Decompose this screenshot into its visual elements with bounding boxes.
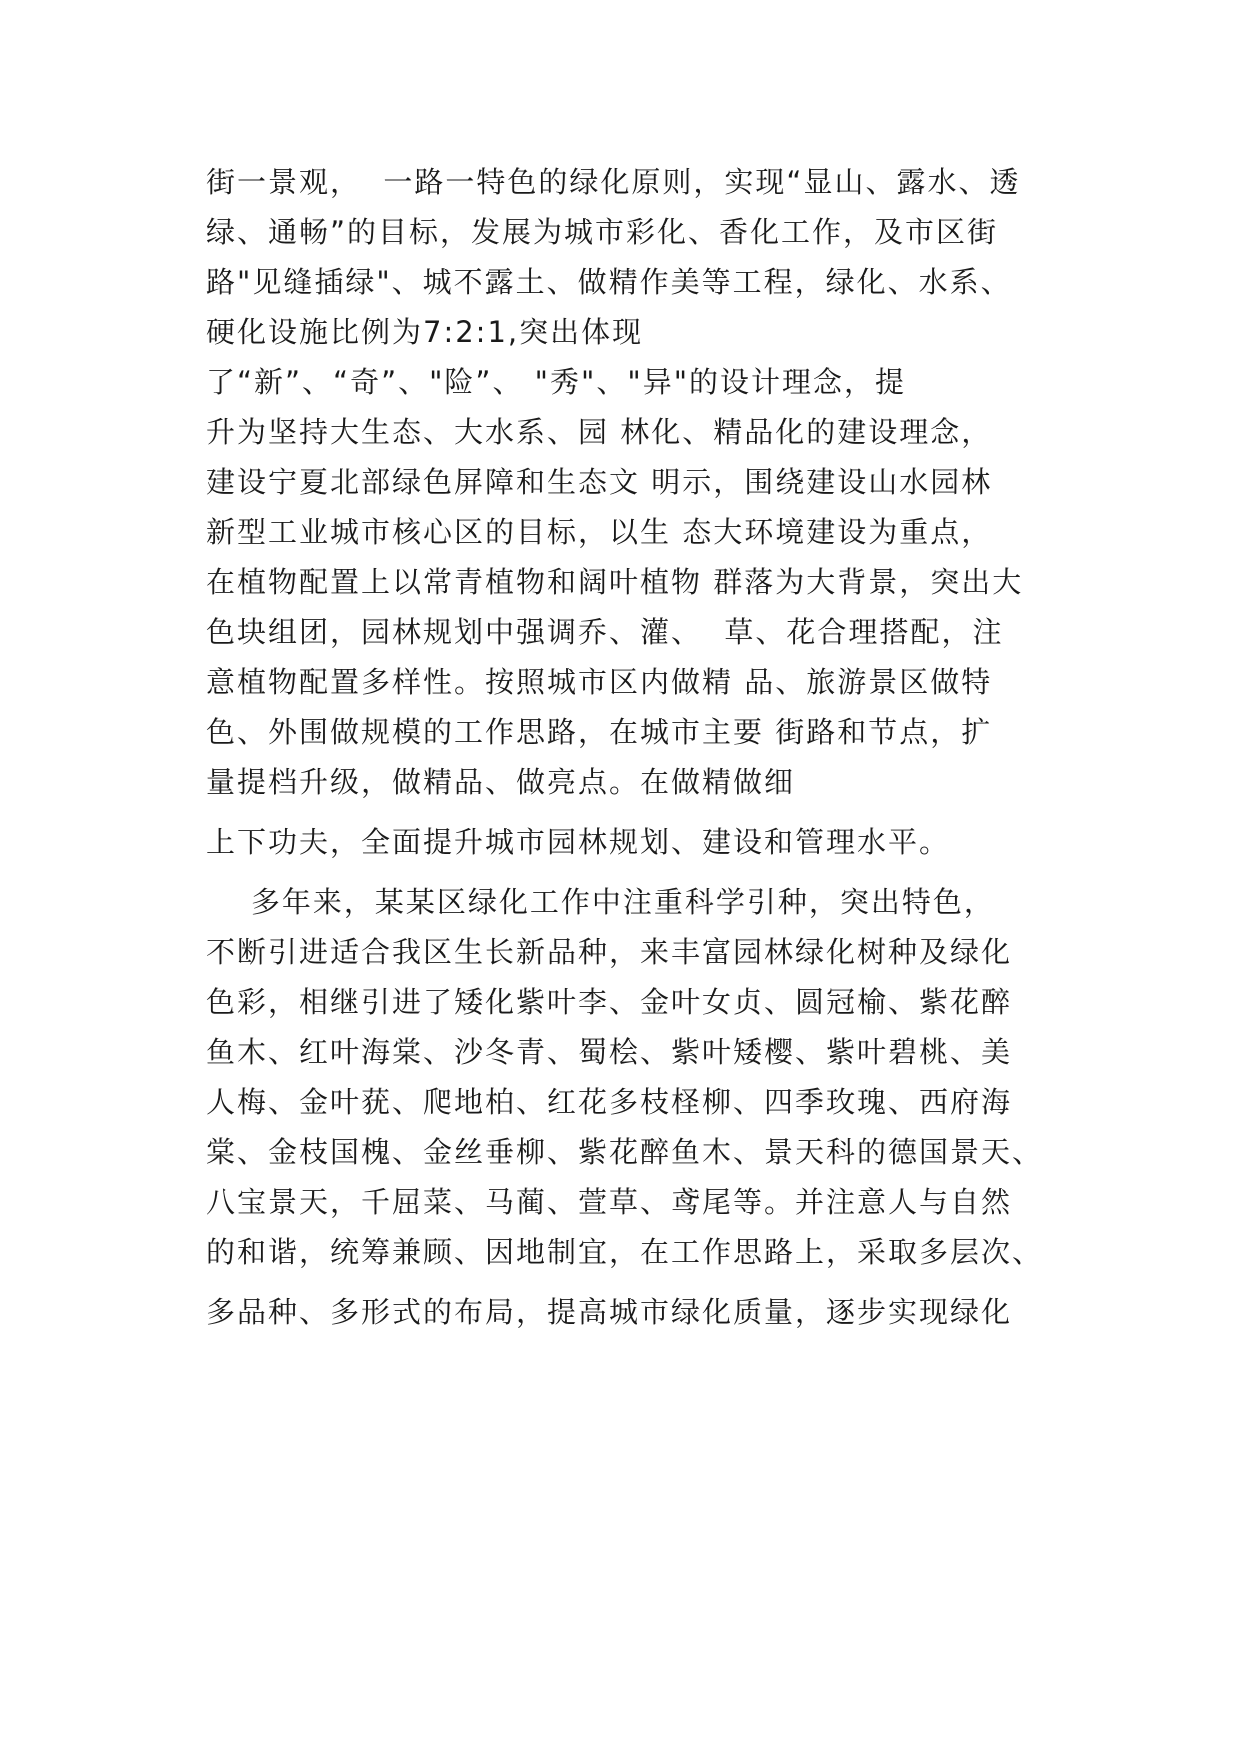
text-line: 路"见缝插绿"、城不露土、做精作美等工程，绿化、水系、 bbox=[206, 265, 1012, 299]
text-line: 意植物配置多样性。按照城市区内做精 品、旅游景区做特 bbox=[206, 665, 993, 699]
text-line: 街一景观， 一路一特色的绿化原则，实现“显山、露水、透 bbox=[206, 165, 1021, 199]
text-line: 鱼木、红叶海棠、沙冬青、蜀桧、紫叶矮樱、紫叶碧桃、美 bbox=[206, 1035, 1013, 1069]
paragraph-start-line: 多年来，某某区绿化工作中注重科学引种，突出特色， bbox=[206, 885, 995, 919]
text-line: 的和谐，统筹兼顾、因地制宜，在工作思路上，采取多层次、 bbox=[206, 1235, 1044, 1269]
text-line: 新型工业城市核心区的目标，以生 态大环境建设为重点， bbox=[206, 515, 993, 549]
text-line: 硬化设施比例为7:2:1,突出体现 bbox=[206, 315, 644, 349]
text-line: 多品种、多形式的布局，提高城市绿化质量，逐步实现绿化 bbox=[206, 1295, 1013, 1329]
text-line: 人梅、金叶莸、爬地柏、红花多枝柽柳、四季玫瑰、西府海 bbox=[206, 1085, 1013, 1119]
text-line: 色彩，相继引进了矮化紫叶李、金叶女贞、圆冠榆、紫花醉 bbox=[206, 985, 1013, 1019]
text-line: 色块组团，园林规划中强调乔、灌、 草、花合理搭配，注 bbox=[206, 615, 1004, 649]
text-line: 上下功夫，全面提升城市园林规划、建设和管理水平。 bbox=[206, 825, 951, 859]
text-line: 升为坚持大生态、大水系、园 林化、精品化的建设理念， bbox=[206, 415, 993, 449]
text-line: 色、外围做规模的工作思路，在城市主要 街路和节点，扩 bbox=[206, 715, 993, 749]
text-line: 量提档升级，做精品、做亮点。在做精做细 bbox=[206, 765, 796, 799]
text-line: 在植物配置上以常青植物和阔叶植物 群落为大背景，突出大 bbox=[206, 565, 1024, 599]
text-line: 了“新”、“奇”、"险”、 "秀"、"异"的设计理念，提 bbox=[206, 365, 907, 399]
text-line: 不断引进适合我区生长新品种，来丰富园林绿化树种及绿化 bbox=[206, 935, 1013, 969]
text-line: 棠、金枝国槐、金丝垂柳、紫花醉鱼木、景天科的德国景天、 bbox=[206, 1135, 1044, 1169]
text-line: 建设宁夏北部绿色屏障和生态文 明示，围绕建设山水园林 bbox=[206, 465, 993, 499]
text-line: 绿、通畅”的目标，发展为城市彩化、香化工作，及市区街 bbox=[206, 215, 999, 249]
text-line: 八宝景天，千屈菜、马蔺、萱草、鸢尾等。并注意人与自然 bbox=[206, 1185, 1013, 1219]
